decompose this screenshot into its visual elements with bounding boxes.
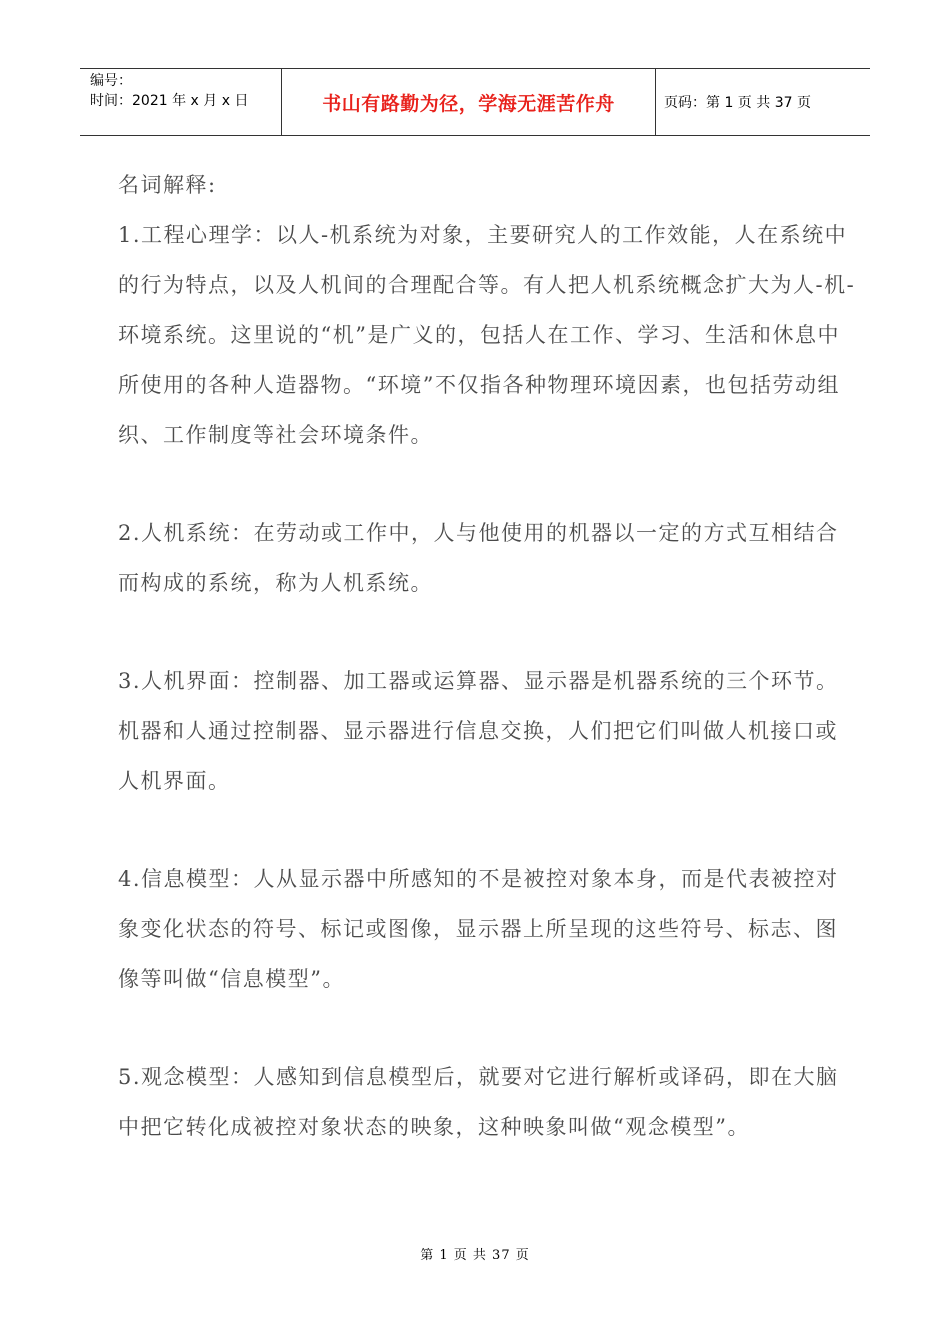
page-footer: 第 1 页 共 37 页 (420, 1248, 530, 1263)
definition-concept-model: 5.观念模型：人感知到信息模型后，就要对它进行解析或译码，即在大脑中把它转化成被控对象状态的映象，这种映象叫做“观念模型”。 (118, 1065, 839, 1139)
document-body (118, 160, 858, 1200)
header-page-info: 页码：第 1 页 共 37 页 (664, 95, 811, 111)
header-motto: 书山有路勤为径，学海无涯苦作舟 (282, 69, 656, 135)
section-heading: 名词解释: (118, 173, 217, 197)
page-header (80, 68, 870, 136)
definition-man-machine-system: 2.人机系统：在劳动或工作中，人与他使用的机器以一定的方式互相结合而构成的系统，称为人机系统。 (118, 521, 839, 595)
definition-engineering-psychology: 1.工程心理学：以人-机系统为对象，主要研究人的工作效能，人在系统中的行为特点，以及人机间的合理配合等。有人把人机系统概念扩大为人-机-环境系统。这里说的“机”是广义的，包括人在工作、学习、生活和休息中所使用的各种人造器物。“环境”不仅指各种物理环境因素，也包括劳动组织、工作制度等社会环境条件。 (118, 223, 856, 447)
definition-man-machine-interface: 3.人机界面：控制器、加工器或运算器、显示器是机器系统的三个环节。机器和人通过控制器、显示器进行信息交换，人们把它们叫做人机接口或人机界面。 (118, 669, 839, 793)
definition-information-model: 4.信息模型：人从显示器中所感知的不是被控对象本身，而是代表被控对象变化状态的符号、标记或图像，显示器上所呈现的这些符号、标志、图像等叫做“信息模型”。 (118, 867, 839, 991)
header-meta (80, 69, 282, 135)
number-label: 编号： (90, 73, 132, 89)
date-label: 时间：2021 年 x 月 x 日 (90, 93, 249, 109)
